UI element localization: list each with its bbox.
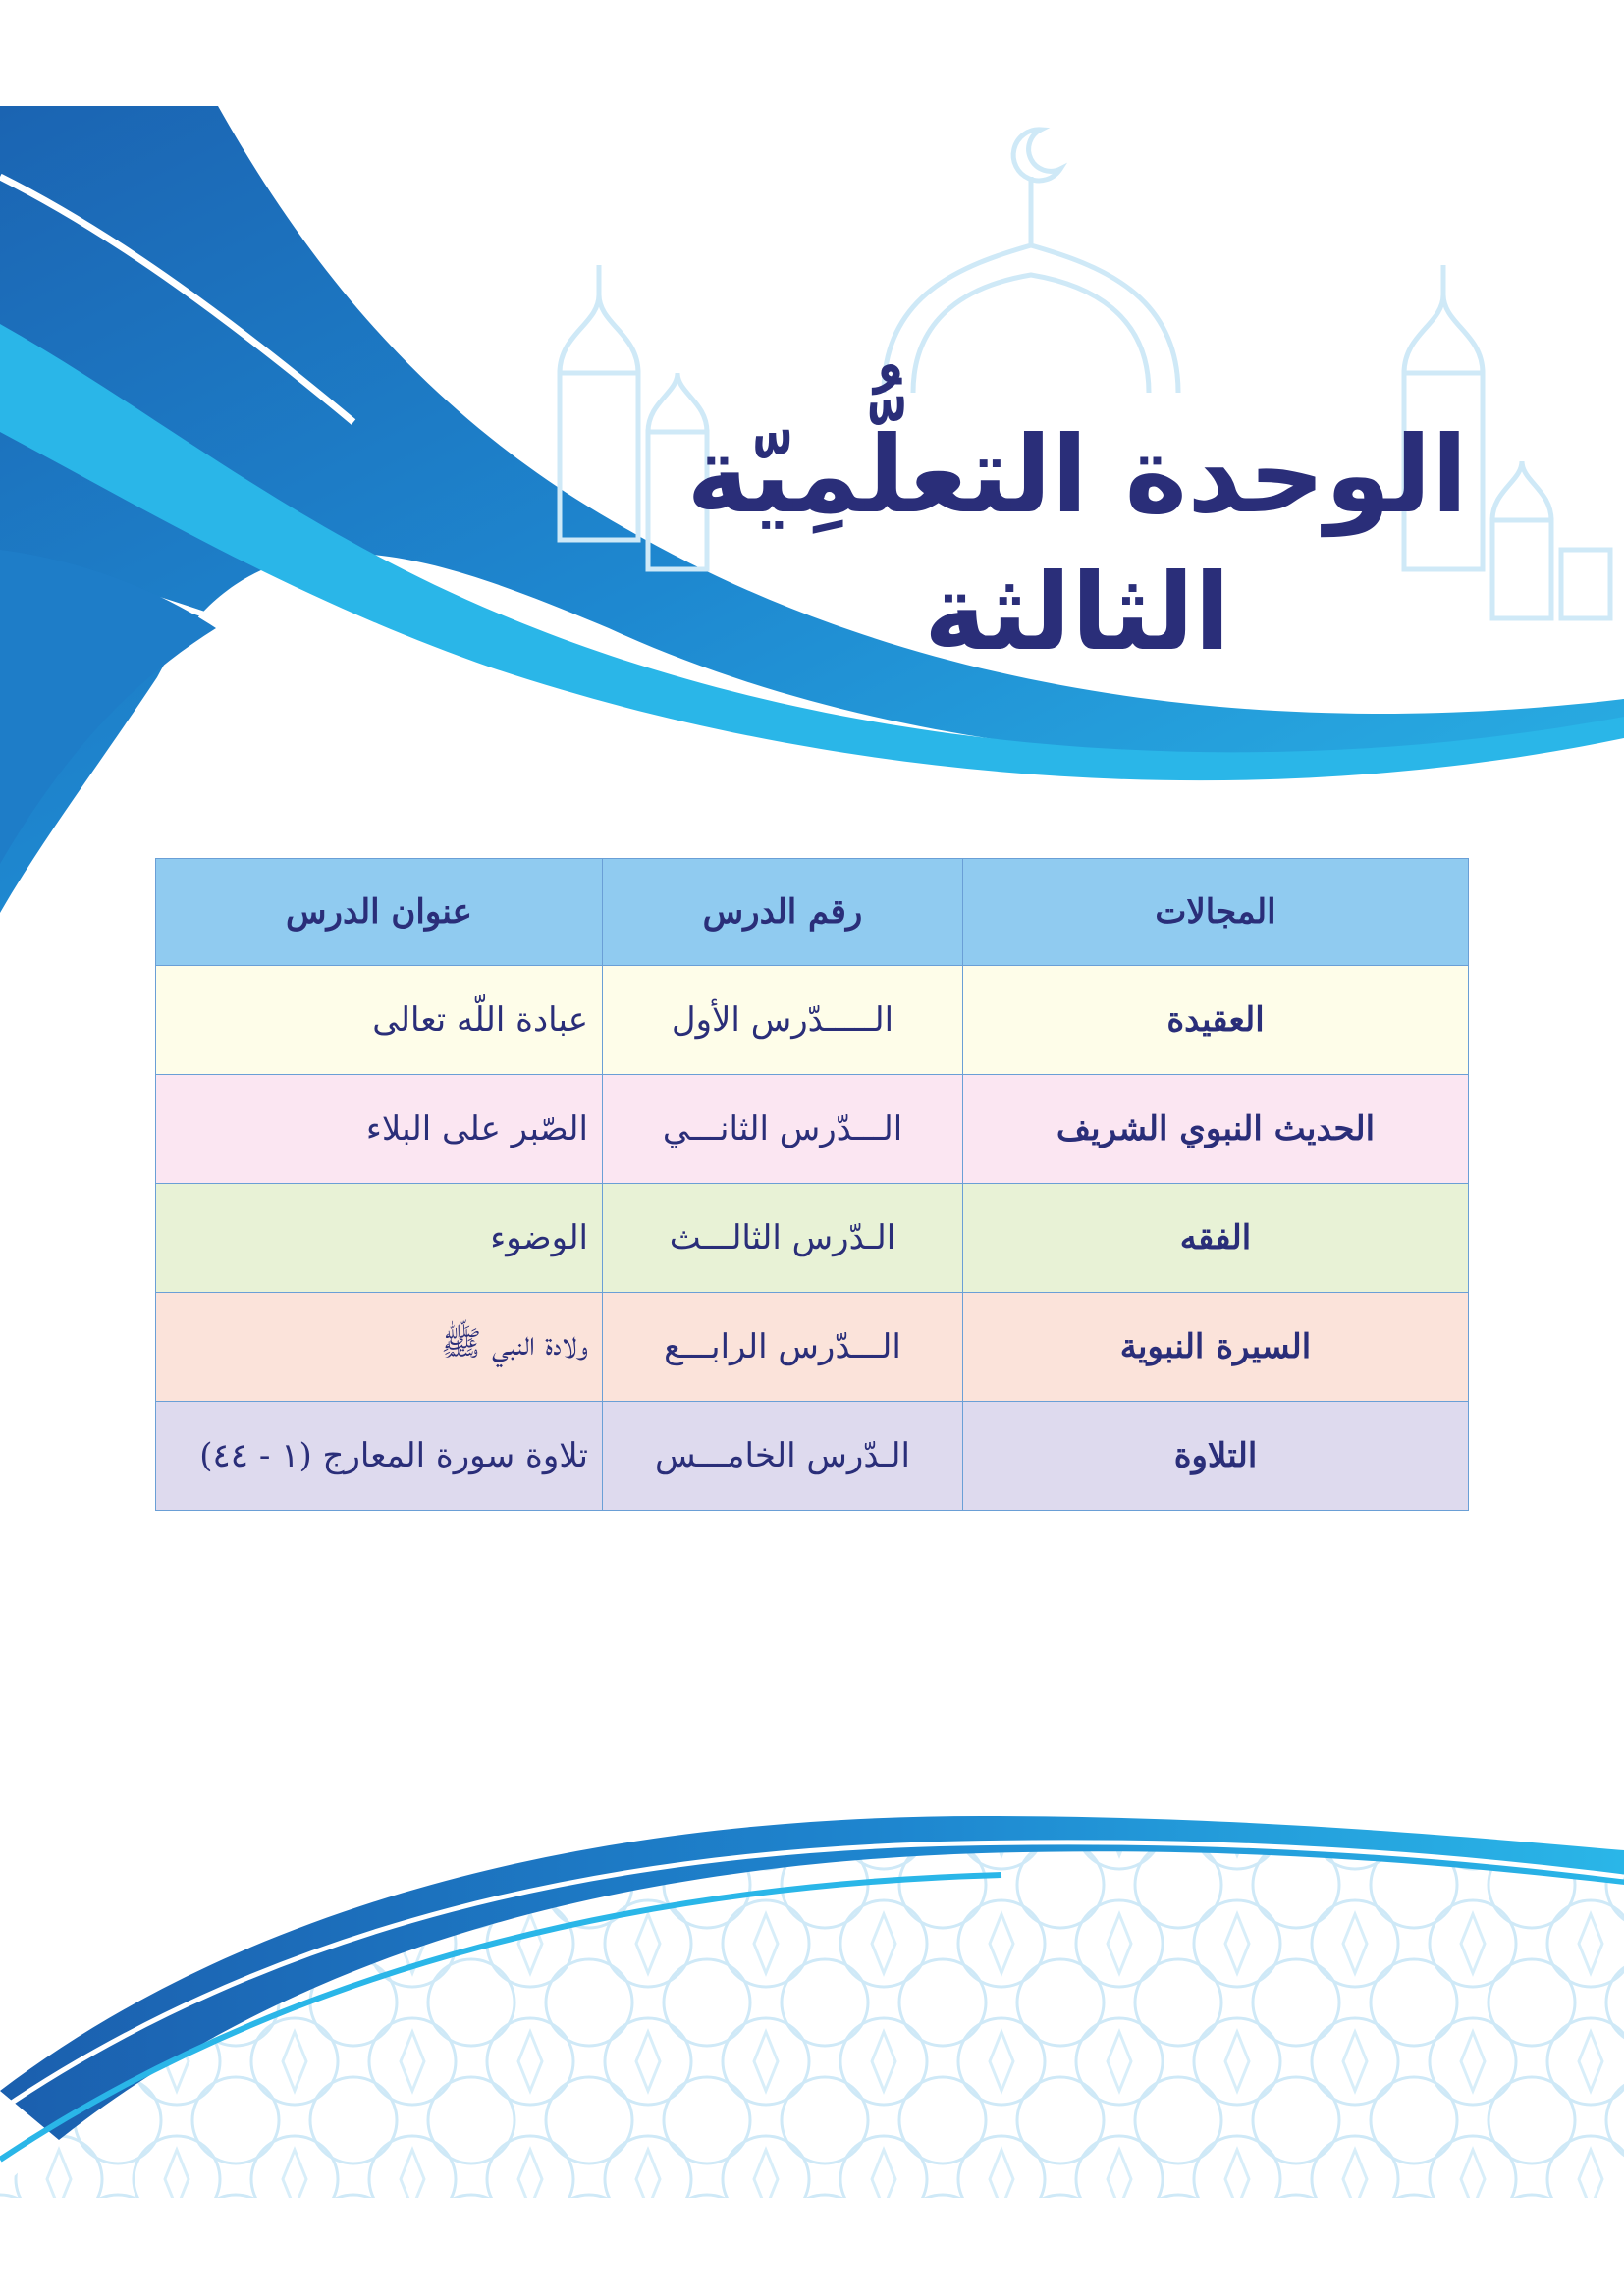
cell-lesson-number: الـــدّرس الثانـــي: [603, 1075, 963, 1184]
unit-title-line1: الوحدة التعلُّمِيّة: [686, 414, 1468, 537]
lessons-table: [155, 858, 1469, 1511]
cell-lesson-number: الـدّرس الخامـــس: [603, 1402, 963, 1511]
cell-lesson-title: ولادة النبي ﷺ: [156, 1293, 603, 1402]
cell-domain: التلاوة: [963, 1402, 1469, 1511]
header-domain: المجالات: [963, 859, 1469, 966]
cell-lesson-number: الـــدّرس الرابـــع: [603, 1293, 963, 1402]
cell-domain: الفقه: [963, 1184, 1469, 1293]
table-row: [156, 1075, 1469, 1184]
mosque-outline-illustration: [560, 130, 1610, 618]
header-lesson-title: عنوان الدرس: [156, 859, 603, 966]
unit-title-line2: الثالثة: [923, 552, 1231, 674]
table-row: [156, 1184, 1469, 1293]
cell-domain: السيرة النبوية: [963, 1293, 1469, 1402]
table-row: [156, 1402, 1469, 1511]
cell-lesson-title: الصّبر على البلاء: [156, 1075, 603, 1184]
cell-domain: العقيدة: [963, 966, 1469, 1075]
cell-lesson-number: الـــــدّرس الأول: [603, 966, 963, 1075]
cell-domain: الحديث النبوي الشريف: [963, 1075, 1469, 1184]
bottom-wave: [0, 1816, 1624, 2198]
cell-lesson-title: عبادة اللّه تعالى: [156, 966, 603, 1075]
table-row: [156, 966, 1469, 1075]
table-header-row: [156, 859, 1469, 966]
table-row: [156, 1293, 1469, 1402]
cell-lesson-number: الـدّرس الثالـــث: [603, 1184, 963, 1293]
cell-lesson-title: الوضوء: [156, 1184, 603, 1293]
cell-lesson-title: تلاوة سورة المعارج (١ - ٤٤): [156, 1402, 603, 1511]
header-lesson-number: رقم الدرس: [603, 859, 963, 966]
